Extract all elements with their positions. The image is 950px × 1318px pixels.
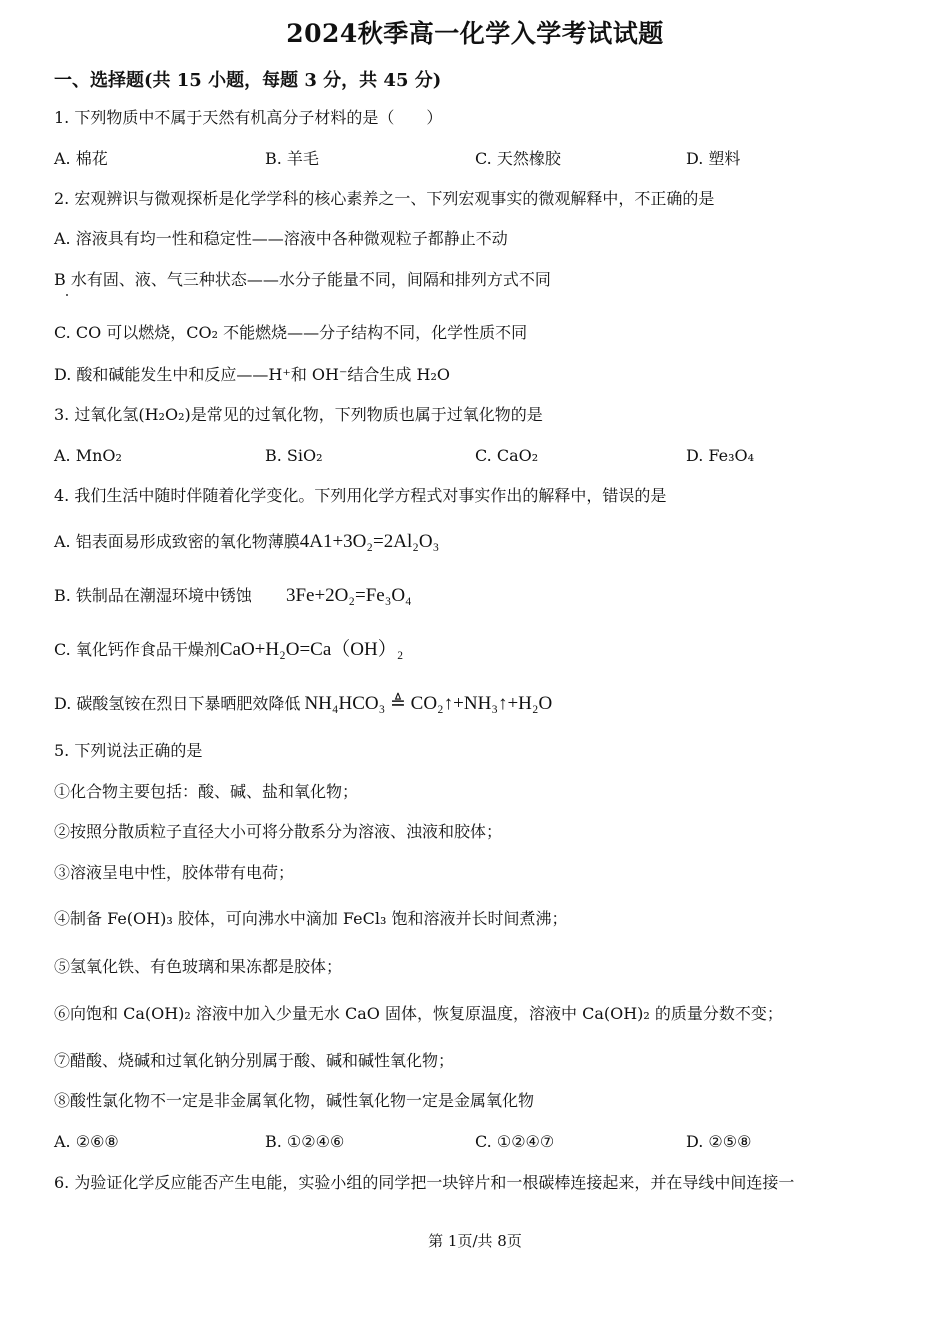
option-c: C. 天然橡胶 (475, 149, 561, 168)
option-c: C. CaO₂ (475, 446, 539, 465)
stray-dot (66, 294, 68, 296)
question-2-option-d: D. 酸和碱能发生中和反应——H⁺和 OH⁻结合生成 H₂O (54, 365, 451, 384)
question-1-options (54, 149, 914, 171)
page-footer: 第 1页/共 8页 (428, 1232, 522, 1250)
option-d: D. ②⑤⑧ (686, 1132, 752, 1151)
option-b: B. SiO₂ (265, 446, 323, 465)
question-2-option-a: A. 溶液具有均一性和稳定性——溶液中各种微观粒子都静止不动 (54, 229, 508, 248)
question-5-options (54, 1132, 914, 1154)
question-1-stem: 1. 下列物质中不属于天然有机高分子材料的是（ ） (54, 108, 443, 127)
question-4-option-c (54, 640, 403, 660)
question-4-option-d (54, 694, 552, 714)
question-4-option-a (54, 532, 439, 552)
statement-7: ⑦醋酸、烧碱和过氧化钠分别属于酸、碱和碱性氧化物； (54, 1051, 455, 1070)
option-b: B. ①②④⑥ (265, 1132, 345, 1151)
question-2-option-c: C. CO 可以燃烧，CO₂ 不能燃烧——分子结构不同，化学性质不同 (54, 323, 528, 342)
option-b-formula: 3Fe+2O₂=Fe₃O₄ (285, 585, 412, 606)
question-2-option-b: B 水有固、液、气三种状态——水分子能量不同，间隔和排列方式不同 (54, 270, 551, 289)
statement-3: ③溶液呈电中性，胶体带有电荷； (54, 863, 295, 882)
option-a: A. 棉花 (54, 149, 108, 168)
statement-4: ④制备 Fe(OH)₃ 胶体，可向沸水中滴加 FeCl₃ 饱和溶液并长时间煮沸； (54, 909, 568, 928)
option-d-formula: NH₄HCO₃ ≜ CO₂↑+NH₃↑+H₂O (304, 693, 553, 714)
option-d-text: D. 碳酸氢铵在烈日下暴晒肥效降低 (54, 694, 301, 713)
option-b: B. 羊毛 (265, 149, 319, 168)
question-3-options (54, 446, 914, 468)
option-b-text: B. 铁制品在潮湿环境中锈蚀 (54, 586, 252, 605)
question-2-stem: 2. 宏观辨识与微观探析是化学学科的核心素养之一、下列宏观事实的微观解释中，不正确的是 (54, 189, 715, 208)
option-a-formula: 4A1+3O₂=2Al₂O₃ (299, 531, 440, 552)
statement-1: ①化合物主要包括：酸、碱、盐和氧化物； (54, 782, 359, 801)
option-c-formula: CaO+H₂O=Ca（OH）₂ (219, 639, 404, 660)
option-a-text: A. 铝表面易形成致密的氧化物薄膜 (54, 532, 300, 551)
statement-8: ⑧酸性氯化物不一定是非金属氧化物，碱性氧化物一定是金属氧化物 (54, 1091, 535, 1110)
option-a: A. ②⑥⑧ (54, 1132, 119, 1151)
statement-6: ⑥向饱和 Ca(OH)₂ 溶液中加入少量无水 CaO 固体，恢复原温度，溶液中 Ca(OH)₂ 的质量分数不变； (54, 1004, 783, 1023)
option-d: D. 塑料 (686, 149, 741, 168)
option-d: D. Fe₃O₄ (686, 446, 755, 465)
question-6-stem: 6. 为验证化学反应能否产生电能，实验小组的同学把一块锌片和一根碳棒连接起来，并在导线中间连接一 (54, 1173, 795, 1192)
option-c: C. ①②④⑦ (475, 1132, 555, 1151)
question-5-stem: 5. 下列说法正确的是 (54, 741, 203, 760)
statement-2: ②按照分散质粒子直径大小可将分散系分为溶液、浊液和胶体； (54, 822, 503, 841)
option-a: A. MnO₂ (54, 446, 122, 465)
question-3-stem: 3. 过氧化氢(H₂O₂)是常见的过氧化物，下列物质也属于过氧化物的是 (54, 405, 543, 424)
option-c-text: C. 氧化钙作食品干燥剂 (54, 640, 220, 659)
question-4-option-b (54, 586, 412, 606)
page-title: 2024秋季高一化学入学考试试题 (286, 19, 664, 48)
question-4-stem: 4. 我们生活中随时伴随着化学变化。下列用化学方程式对事实作出的解释中，错误的是 (54, 486, 667, 505)
section-heading: 一、选择题(共 15 小题，每题 3 分，共 45 分) (54, 70, 442, 91)
statement-5: ⑤氢氧化铁、有色玻璃和果冻都是胶体； (54, 957, 343, 976)
